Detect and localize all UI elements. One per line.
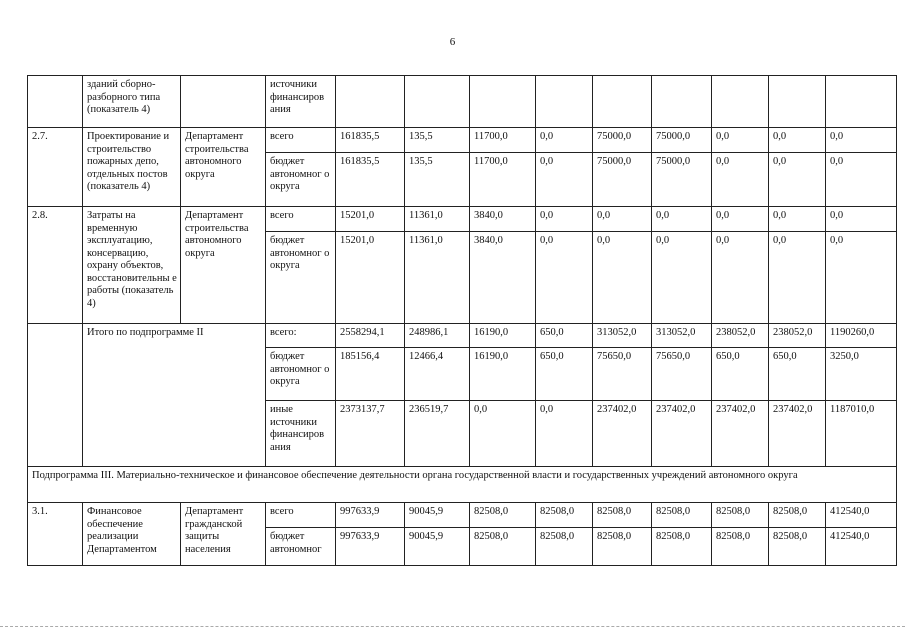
value-cell: 0,0 bbox=[652, 232, 712, 324]
value-cell: 0,0 bbox=[536, 232, 593, 324]
executor-cell bbox=[181, 76, 266, 128]
value-cell: 75000,0 bbox=[593, 153, 652, 207]
value-cell: 0,0 bbox=[593, 232, 652, 324]
value-cell: 82508,0 bbox=[470, 528, 536, 566]
value-cell: 75650,0 bbox=[593, 348, 652, 401]
item-name-cell: Проектирование и строительство пожарных депо, отдельных постов (показатель 4) bbox=[83, 128, 181, 207]
value-cell: 1190260,0 bbox=[826, 324, 897, 348]
value-cell: 2373137,7 bbox=[336, 401, 405, 467]
funding-source-cell: всего bbox=[266, 503, 336, 528]
value-cell: 75650,0 bbox=[652, 348, 712, 401]
budget-table bbox=[27, 75, 897, 566]
table-row bbox=[28, 76, 897, 128]
value-cell: 0,0 bbox=[536, 153, 593, 207]
value-cell: 2558294,1 bbox=[336, 324, 405, 348]
value-cell: 15201,0 bbox=[336, 232, 405, 324]
value-cell: 0,0 bbox=[826, 128, 897, 153]
page-number: 6 bbox=[449, 36, 456, 48]
value-cell: 82508,0 bbox=[712, 503, 769, 528]
value-cell: 90045,9 bbox=[405, 503, 470, 528]
value-cell: 11700,0 bbox=[470, 153, 536, 207]
funding-source-cell: бюджет автономног о округа bbox=[266, 232, 336, 324]
value-cell: 0,0 bbox=[652, 207, 712, 232]
value-cell: 0,0 bbox=[769, 128, 826, 153]
executor-cell: Департамент строительства автономного округа bbox=[181, 128, 266, 207]
value-cell: 412540,0 bbox=[826, 528, 897, 566]
value-cell: 997633,9 bbox=[336, 528, 405, 566]
value-cell: 82508,0 bbox=[536, 503, 593, 528]
value-cell: 0,0 bbox=[769, 153, 826, 207]
value-cell: 238052,0 bbox=[712, 324, 769, 348]
value-cell: 0,0 bbox=[769, 207, 826, 232]
value-cell: 650,0 bbox=[536, 324, 593, 348]
row-number-cell: 2.8. bbox=[28, 207, 83, 324]
funding-source-cell: всего bbox=[266, 128, 336, 153]
value-cell: 3250,0 bbox=[826, 348, 897, 401]
value-cell: 82508,0 bbox=[470, 503, 536, 528]
value-cell: 82508,0 bbox=[652, 503, 712, 528]
value-cell: 0,0 bbox=[826, 153, 897, 207]
value-cell: 313052,0 bbox=[593, 324, 652, 348]
item-name-cell: Финансовое обеспечение реализации Департаментом bbox=[83, 503, 181, 566]
subtotal-label: Итого по подпрограмме II bbox=[83, 324, 266, 467]
row-number-cell bbox=[28, 76, 83, 128]
value-cell: 650,0 bbox=[769, 348, 826, 401]
row-number-cell: 3.1. bbox=[28, 503, 83, 566]
row-number-cell: 2.7. bbox=[28, 128, 83, 207]
value-cell: 0,0 bbox=[769, 232, 826, 324]
value-cell: 16190,0 bbox=[470, 324, 536, 348]
funding-source-cell: всего: bbox=[266, 324, 336, 348]
value-cell: 412540,0 bbox=[826, 503, 897, 528]
funding-source-cell: бюджет автономног о округа bbox=[266, 348, 336, 401]
table-row bbox=[28, 207, 897, 232]
value-cell: 82508,0 bbox=[593, 503, 652, 528]
value-cell: 0,0 bbox=[536, 207, 593, 232]
item-name-cell: Затраты на временную эксплуатацию, консервацию, охрану объектов, восстановительны е работы (показатель 4) bbox=[83, 207, 181, 324]
value-cell: 650,0 bbox=[712, 348, 769, 401]
value-cell: 237402,0 bbox=[652, 401, 712, 467]
value-cell: 16190,0 bbox=[470, 348, 536, 401]
value-cell: 0,0 bbox=[712, 128, 769, 153]
value-cell: 0,0 bbox=[712, 207, 769, 232]
value-cell: 82508,0 bbox=[593, 528, 652, 566]
table-row bbox=[28, 503, 897, 528]
value-cell: 185156,4 bbox=[336, 348, 405, 401]
section-header-row bbox=[28, 467, 897, 503]
row-number-cell bbox=[28, 324, 83, 467]
funding-source-cell: источники финансиров ания bbox=[266, 76, 336, 128]
value-cell: 3840,0 bbox=[470, 232, 536, 324]
value-cell: 90045,9 bbox=[405, 528, 470, 566]
value-cell: 12466,4 bbox=[405, 348, 470, 401]
value-cell: 237402,0 bbox=[712, 401, 769, 467]
value-cell: 11361,0 bbox=[405, 232, 470, 324]
value-cell: 82508,0 bbox=[769, 528, 826, 566]
funding-source-cell: иные источники финансиров ания bbox=[266, 401, 336, 467]
value-cell: 82508,0 bbox=[769, 503, 826, 528]
value-cell: 82508,0 bbox=[712, 528, 769, 566]
value-cell: 237402,0 bbox=[593, 401, 652, 467]
value-cell: 11361,0 bbox=[405, 207, 470, 232]
value-cell: 15201,0 bbox=[336, 207, 405, 232]
value-cell: 997633,9 bbox=[336, 503, 405, 528]
value-cell: 0,0 bbox=[826, 232, 897, 324]
value-cell: 237402,0 bbox=[769, 401, 826, 467]
value-cell: 75000,0 bbox=[593, 128, 652, 153]
value-cell: 0,0 bbox=[536, 128, 593, 153]
value-cell: 0,0 bbox=[470, 401, 536, 467]
value-cell: 0,0 bbox=[712, 232, 769, 324]
value-cell: 11700,0 bbox=[470, 128, 536, 153]
item-name-cell: зданий сборно-разборного типа (показатель 4) bbox=[83, 76, 181, 128]
table-row bbox=[28, 128, 897, 153]
value-cell: 3840,0 bbox=[470, 207, 536, 232]
value-cell: 75000,0 bbox=[652, 153, 712, 207]
value-cell: 75000,0 bbox=[652, 128, 712, 153]
value-cell: 135,5 bbox=[405, 128, 470, 153]
executor-cell: Департамент гражданской защиты населения bbox=[181, 503, 266, 566]
section-title: Подпрограмма III. Материально-техническое и финансовое обеспечение деятельности органа государственной власти и государственных учреждений автономного округа bbox=[28, 467, 897, 503]
value-cell: 161835,5 bbox=[336, 128, 405, 153]
value-cell: 1187010,0 bbox=[826, 401, 897, 467]
funding-source-cell: всего bbox=[266, 207, 336, 232]
value-cell: 0,0 bbox=[826, 207, 897, 232]
value-cell: 238052,0 bbox=[769, 324, 826, 348]
value-cell: 248986,1 bbox=[405, 324, 470, 348]
value-cell: 161835,5 bbox=[336, 153, 405, 207]
value-cell: 82508,0 bbox=[652, 528, 712, 566]
value-cell: 0,0 bbox=[593, 207, 652, 232]
funding-source-cell: бюджет автономног о округа bbox=[266, 153, 336, 207]
page-edge-line bbox=[0, 626, 905, 628]
value-cell: 313052,0 bbox=[652, 324, 712, 348]
value-cell: 135,5 bbox=[405, 153, 470, 207]
value-cell: 0,0 bbox=[536, 401, 593, 467]
value-cell: 236519,7 bbox=[405, 401, 470, 467]
value-cell: 650,0 bbox=[536, 348, 593, 401]
value-cell: 0,0 bbox=[712, 153, 769, 207]
executor-cell: Департамент строительства автономного округа bbox=[181, 207, 266, 324]
funding-source-cell: бюджет автономног bbox=[266, 528, 336, 566]
subtotal-row bbox=[28, 324, 897, 348]
value-cell: 82508,0 bbox=[536, 528, 593, 566]
